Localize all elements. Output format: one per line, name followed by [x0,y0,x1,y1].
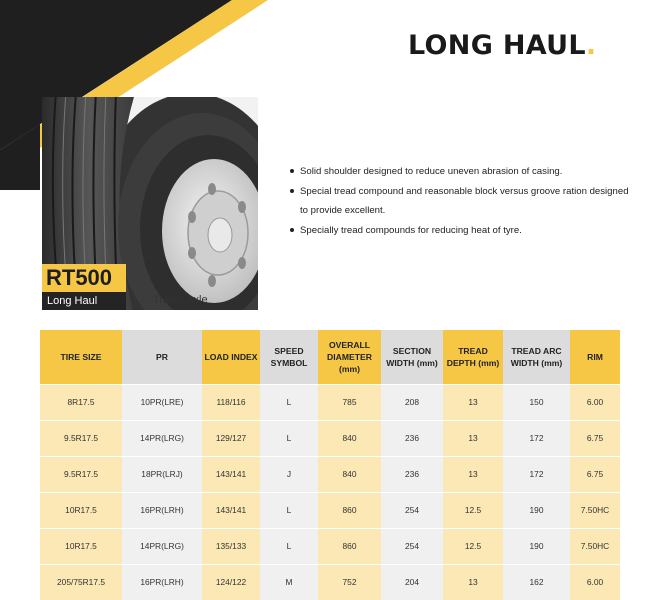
table-cell: 785 [318,384,381,420]
table-cell: J [260,456,318,492]
table-cell: 190 [503,528,570,564]
table-cell: 6.75 [570,420,620,456]
specification-table [40,330,620,600]
table-cell: 860 [318,492,381,528]
table-body [40,384,620,600]
table-cell: 143/141 [202,492,260,528]
table-cell: 150 [503,384,570,420]
column-header: TREAD DEPTH (mm) [443,330,503,384]
table-row [40,528,620,564]
table-cell: 254 [381,492,443,528]
table-cell: 16PR(LRH) [122,492,202,528]
table-cell: 162 [503,564,570,600]
table-cell: L [260,528,318,564]
table-cell: 6.00 [570,564,620,600]
table-cell: 172 [503,456,570,492]
table-cell: 254 [381,528,443,564]
table-cell: 13 [443,420,503,456]
table-cell: 840 [318,456,381,492]
column-header: TREAD ARC WIDTH (mm) [503,330,570,384]
table-cell: 752 [318,564,381,600]
column-header: OVERALL DIAMETER (mm) [318,330,381,384]
table-cell: L [260,420,318,456]
column-header: RIM [570,330,620,384]
feature-list [290,162,635,240]
table-cell: 13 [443,456,503,492]
column-header: LOAD INDEX [202,330,260,384]
page-title-text: LONG HAUL [408,30,586,61]
table-cell: 7.50HC [570,492,620,528]
table-row [40,492,620,528]
table-cell: 16PR(LRH) [122,564,202,600]
table-row [40,564,620,600]
table-cell: 13 [443,564,503,600]
table-row [40,456,620,492]
model-name: RT500 [42,264,126,292]
feature-item: Solid shoulder designed to reduce uneven abrasion of casing. [290,162,635,182]
table-header-row [40,330,620,384]
table-cell: 6.00 [570,384,620,420]
table-cell: 10R17.5 [40,492,122,528]
table-cell: 10R17.5 [40,528,122,564]
table-cell: M [260,564,318,600]
table-cell: 860 [318,528,381,564]
table-cell: 8R17.5 [40,384,122,420]
table-cell: 236 [381,420,443,456]
table-cell: 7.50HC [570,528,620,564]
column-header: PR [122,330,202,384]
table-cell: 129/127 [202,420,260,456]
application-label: Trailer Axle [153,294,208,306]
table-cell: 6.75 [570,456,620,492]
table-row [40,420,620,456]
table-cell: 12.5 [443,492,503,528]
table-cell: 12.5 [443,528,503,564]
table-cell: 172 [503,420,570,456]
table-cell: 10PR(LRE) [122,384,202,420]
table-cell: 208 [381,384,443,420]
column-header: SPEED SYMBOL [260,330,318,384]
column-header: SECTION WIDTH (mm) [381,330,443,384]
table-cell: 118/116 [202,384,260,420]
table-cell: 190 [503,492,570,528]
column-header: TIRE SIZE [40,330,122,384]
table-cell: 143/141 [202,456,260,492]
table-cell: L [260,492,318,528]
table-cell: 205/75R17.5 [40,564,122,600]
table-cell: 236 [381,456,443,492]
table-cell: 13 [443,384,503,420]
title-accent-dot: . [585,30,597,61]
table-cell: 840 [318,420,381,456]
table-cell: L [260,384,318,420]
table-cell: 9.5R17.5 [40,420,122,456]
category-label: Long Haul [42,292,126,310]
table-cell: 135/133 [202,528,260,564]
table-cell: 9.5R17.5 [40,456,122,492]
table-cell: 14PR(LRG) [122,420,202,456]
table-cell: 204 [381,564,443,600]
table-row [40,384,620,420]
table-cell: 18PR(LRJ) [122,456,202,492]
feature-item: Special tread compound and reasonable block versus groove ration designed to provide excellent. [290,182,635,221]
feature-item: Specially tread compounds for reducing heat of tyre. [290,221,635,241]
page-title [408,30,596,61]
table-cell: 14PR(LRG) [122,528,202,564]
table-cell: 124/122 [202,564,260,600]
